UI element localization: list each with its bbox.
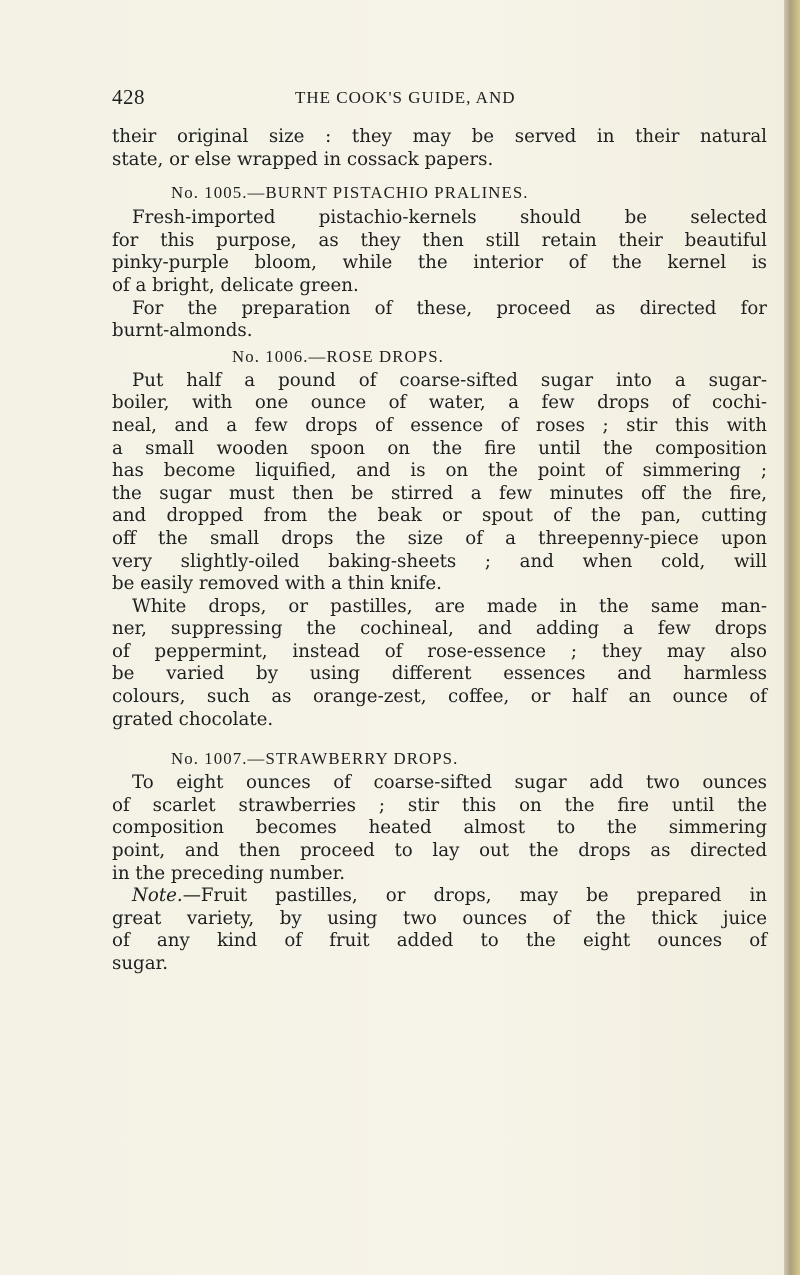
note-text: —Fruit pastilles, or drops, may be prepared in — [182, 885, 767, 907]
running-title: THE COOK'S GUIDE, AND — [295, 88, 516, 107]
text-line: ner, suppressing the cochineal, and adding a few drops — [112, 618, 767, 640]
text-line: point, and then proceed to lay out the drops as directed — [112, 840, 767, 862]
text-line: of peppermint, instead of rose-essence ; they may also — [112, 640, 767, 662]
text-line: pinky-purple bloom, while the interior of the kernel is — [112, 252, 767, 274]
note-line: of any kind of fruit added to the eight ounces of — [112, 930, 767, 952]
text-line: state, or else wrapped in cossack papers. — [112, 148, 494, 170]
text-line: of a bright, delicate green. — [112, 274, 359, 296]
note-line: sugar. — [112, 953, 169, 974]
text-line: composition becomes heated almost to the simmering — [112, 817, 767, 839]
text-line: burnt-almonds. — [112, 320, 253, 342]
text-line: very slightly-oiled baking-sheets ; and when cold, will — [112, 550, 767, 572]
text-line: the sugar must then be stirred a few minutes off the fire, — [112, 482, 767, 504]
text-line: has become liquified, and is on the point of simmering ; — [112, 460, 767, 482]
text-line: Fresh-imported pistachio-kernels should be selected — [132, 207, 767, 229]
recipe-heading-1005: No. 1005.—BURNT PISTACHIO PRALINES. — [171, 183, 529, 203]
text-line: and dropped from the beak or spout of the pan, cutting — [112, 505, 767, 527]
note-line — [112, 885, 767, 908]
page-header — [112, 85, 712, 119]
recipe-heading-1007: No. 1007.—STRAWBERRY DROPS. — [171, 749, 459, 769]
text-line: White drops, or pastilles, are made in the same man- — [132, 595, 767, 617]
text-line: colours, such as orange-zest, coffee, or half an ounce of — [112, 686, 767, 708]
text-line: off the small drops the size of a threepenny-piece upon — [112, 527, 767, 549]
text-line: for this purpose, as they then still retain their beautiful — [112, 229, 767, 251]
text-line: Put half a pound of coarse-sifted sugar into a sugar- — [132, 369, 767, 391]
recipe-heading-1006: No. 1006.—ROSE DROPS. — [232, 346, 444, 366]
text-line: be varied by using different essences and harmless — [112, 663, 767, 685]
text-line: boiler, with one ounce of water, a few drops of cochi- — [112, 392, 767, 414]
text-line: To eight ounces of coarse-sifted sugar add two ounces — [132, 772, 767, 794]
text-line: be easily removed with a thin knife. — [112, 573, 442, 595]
text-line: a small wooden spoon on the fire until the composition — [112, 437, 767, 459]
page-edge — [784, 0, 800, 1275]
text-line: their original size : they may be served in their natural — [112, 126, 767, 147]
text-line: grated chocolate. — [112, 708, 274, 730]
page-number: 428 — [112, 85, 145, 109]
text-line: neal, and a few drops of essence of roses ; stir this with — [112, 414, 767, 436]
note-label: Note. — [132, 885, 183, 907]
text-line: For the preparation of these, proceed as directed for — [132, 297, 767, 319]
note-line: great variety, by using two ounces of the thick juice — [112, 907, 767, 929]
text-line: in the preceding number. — [112, 862, 346, 884]
page-body — [112, 126, 767, 976]
text-line: of scarlet strawberries ; stir this on the fire until the — [112, 794, 767, 816]
